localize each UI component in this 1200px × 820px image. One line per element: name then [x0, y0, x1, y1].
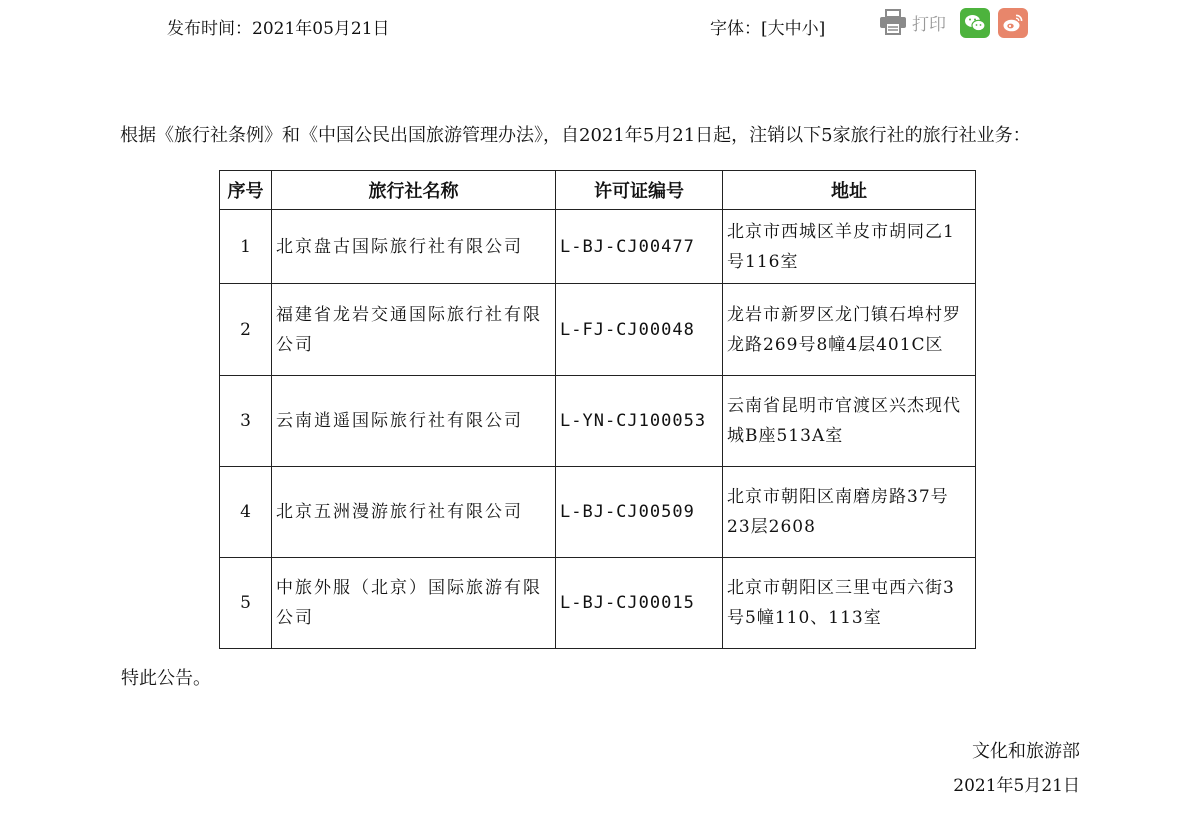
agency-address: 龙岩市新罗区龙门镇石埠村罗龙路269号8幢4层401C区 — [723, 284, 976, 376]
agency-name: 北京盘古国际旅行社有限公司 — [272, 210, 556, 284]
cancelled-agencies-table — [219, 170, 976, 649]
column-header-address: 地址 — [723, 171, 976, 210]
table-row — [220, 558, 976, 649]
agency-address: 北京市西城区羊皮市胡同乙1号116室 — [723, 210, 976, 284]
signature-date: 2021年5月21日 — [953, 776, 1080, 796]
row-number: 1 — [220, 210, 272, 284]
font-bracket-close: ] — [818, 19, 826, 39]
table-header-row — [220, 171, 976, 210]
column-header-license: 许可证编号 — [556, 171, 723, 210]
font-size-label: 字体： — [710, 19, 761, 39]
license-number: L-BJ-CJ00509 — [556, 467, 723, 558]
agency-address: 北京市朝阳区南磨房路37号23层2608 — [723, 467, 976, 558]
agency-address: 云南省昆明市官渡区兴杰现代城B座513A室 — [723, 376, 976, 467]
table-row — [220, 376, 976, 467]
table-row — [220, 210, 976, 284]
font-size-large[interactable]: 大 — [767, 19, 785, 39]
weibo-icon — [998, 8, 1028, 38]
font-bracket-open: [ — [761, 19, 768, 39]
column-header-no: 序号 — [220, 171, 272, 210]
agency-name: 云南逍遥国际旅行社有限公司 — [272, 376, 556, 467]
print-button[interactable] — [878, 8, 946, 36]
license-number: L-YN-CJ100053 — [556, 376, 723, 467]
publish-label: 发布时间： — [167, 19, 252, 39]
license-number: L-BJ-CJ00477 — [556, 210, 723, 284]
license-number: L-FJ-CJ00048 — [556, 284, 723, 376]
row-number: 5 — [220, 558, 272, 649]
font-size-medium[interactable]: 中 — [784, 19, 802, 39]
license-number: L-BJ-CJ00015 — [556, 558, 723, 649]
printer-icon — [878, 8, 908, 36]
row-number: 4 — [220, 467, 272, 558]
agency-address: 北京市朝阳区三里屯西六街3号5幢110、113室 — [723, 558, 976, 649]
agency-name: 中旅外服（北京）国际旅游有限公司 — [272, 558, 556, 649]
publish-info — [167, 14, 390, 39]
article-meta-bar — [0, 8, 1200, 42]
notice-intro: 根据《旅行社条例》和《中国公民出国旅游管理办法》，自2021年5月21日起，注销以下5家旅行社的旅行社业务： — [120, 125, 1031, 146]
wechat-icon — [960, 8, 990, 38]
table-row — [220, 284, 976, 376]
row-number: 2 — [220, 284, 272, 376]
font-size-small[interactable]: 小 — [801, 19, 819, 39]
closing-text: 特此公告。 — [121, 668, 211, 689]
print-label: 打印 — [912, 14, 946, 35]
share-wechat-button[interactable] — [960, 8, 990, 38]
font-size-control — [710, 14, 825, 39]
table-row — [220, 467, 976, 558]
share-weibo-button[interactable] — [998, 8, 1028, 38]
column-header-name: 旅行社名称 — [272, 171, 556, 210]
publish-date: 2021年05月21日 — [252, 19, 390, 39]
agency-name: 北京五洲漫游旅行社有限公司 — [272, 467, 556, 558]
agency-name: 福建省龙岩交通国际旅行社有限公司 — [272, 284, 556, 376]
row-number: 3 — [220, 376, 272, 467]
issuing-authority: 文化和旅游部 — [972, 741, 1080, 762]
